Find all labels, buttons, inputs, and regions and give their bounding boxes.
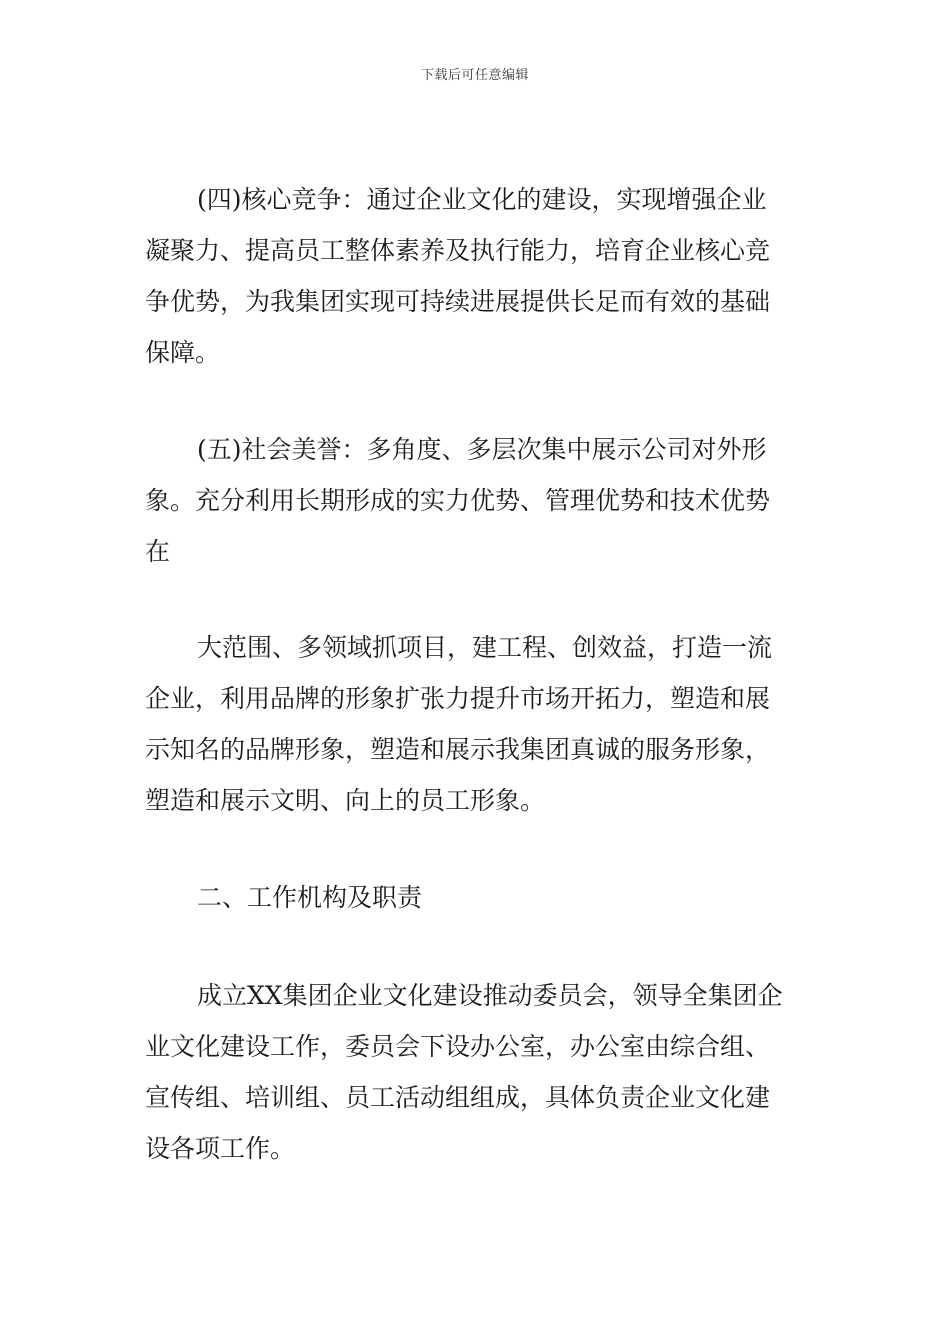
text-line: 成立XX集团企业文化建设推动委员会，领导全集团企 [197, 981, 783, 1010]
section-heading: 二、工作机构及职责 [197, 883, 423, 912]
text-line: (五)社会美誉：多角度、多层次集中展示公司对外形 [197, 435, 767, 464]
paragraph-core-competition [145, 174, 810, 378]
text-line: 示知名的品牌形象，塑造和展示我集团真诚的服务形象， [145, 735, 771, 764]
paragraph-project-branding [145, 622, 810, 826]
text-line: 宣传组、培训组、员工活动组组成，具体负责企业文化建 [145, 1083, 771, 1112]
text-line: 象。充分利用长期形成的实力优势、管理优势和技术优势 [145, 486, 771, 515]
text-line: 业文化建设工作，委员会下设办公室，办公室由综合组、 [145, 1032, 771, 1061]
paragraph-social-reputation [145, 424, 810, 577]
paragraph-committee [145, 970, 810, 1174]
text-line: 大范围、多领域抓项目，建工程、创效益，打造一流 [197, 633, 773, 662]
text-line: 在 [145, 537, 171, 566]
text-line: 凝聚力、提高员工整体素养及执行能力，培育企业核心竞 [145, 236, 771, 265]
text-line: 争优势，为我集团实现可持续进展提供长足而有效的基础 [145, 287, 771, 316]
page-header: 下载后可任意编辑 [420, 68, 529, 83]
text-line: 塑造和展示文明、向上的员工形象。 [145, 786, 546, 815]
text-line: 保障。 [145, 338, 221, 367]
section-heading-organization [145, 872, 810, 923]
text-line: 设各项工作。 [145, 1134, 296, 1163]
text-line: 企业，利用品牌的形象扩张力提升市场开拓力，塑造和展 [145, 684, 771, 713]
text-line: (四)核心竞争：通过企业文化的建设，实现增强企业 [197, 185, 767, 214]
